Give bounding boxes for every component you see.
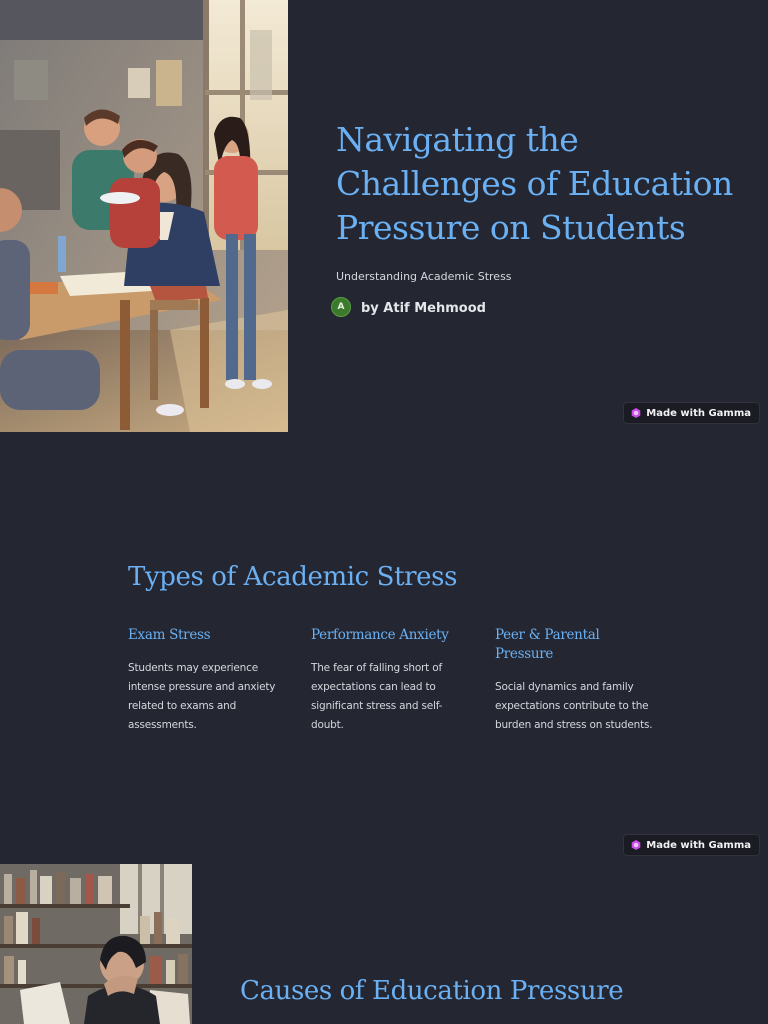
classroom-illustration xyxy=(0,0,288,432)
stress-type-description: The fear of falling short of expectations can lead to significant stress and self-doubt. xyxy=(311,662,443,731)
presentation-subtitle: Understanding Academic Stress xyxy=(336,270,512,283)
stress-type-card xyxy=(128,626,288,735)
gamma-badge-label: Made with Gamma xyxy=(646,839,751,851)
made-with-gamma-button[interactable] xyxy=(623,402,760,424)
title-slide xyxy=(0,0,768,432)
stress-type-card xyxy=(495,626,655,735)
author-name[interactable]: by Atif Mehmood xyxy=(361,301,486,316)
slide-title: Types of Academic Stress xyxy=(128,562,458,592)
author-avatar[interactable]: A xyxy=(331,297,351,317)
stress-type-description: Students may experience intense pressure and anxiety related to exams and assessments. xyxy=(128,662,276,731)
stress-type-description: Social dynamics and family expectations contribute to the burden and stress on students. xyxy=(495,681,653,731)
library-illustration xyxy=(0,864,192,1024)
gamma-logo-icon xyxy=(631,408,641,418)
stress-type-heading: Performance Anxiety xyxy=(311,627,449,643)
gamma-badge-label: Made with Gamma xyxy=(646,407,751,419)
slide-title: Causes of Education Pressure xyxy=(240,976,624,1006)
stress-type-heading: Peer & Parental Pressure xyxy=(495,627,600,662)
types-of-stress-slide xyxy=(0,432,768,864)
made-with-gamma-button[interactable] xyxy=(623,834,760,856)
gamma-logo-icon xyxy=(631,840,641,850)
stress-type-card xyxy=(311,626,461,735)
causes-slide xyxy=(0,864,768,1024)
stress-type-heading: Exam Stress xyxy=(128,627,211,643)
presentation-title: Navigating the Challenges of Education Pressure on Students xyxy=(336,120,733,247)
